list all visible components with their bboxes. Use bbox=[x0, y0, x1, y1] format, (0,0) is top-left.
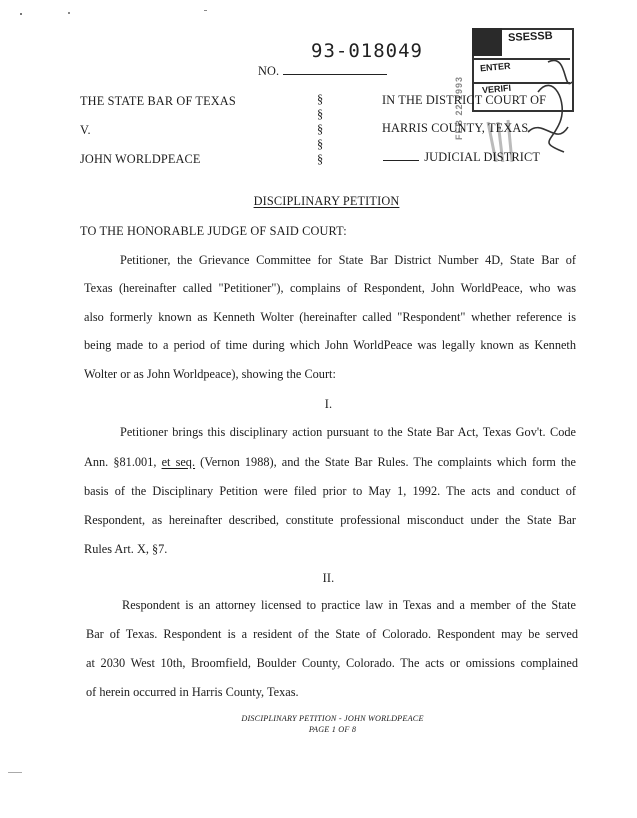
scan-speck bbox=[8, 772, 22, 773]
section-symbol: § bbox=[317, 152, 324, 166]
page-footer-title: DISCIPLINARY PETITION - JOHN WORLDPEACE bbox=[241, 714, 424, 723]
scan-speck bbox=[204, 10, 207, 11]
paragraph-line: Respondent is an attorney licensed to practice law in Texas and a member of the State bbox=[122, 598, 576, 612]
paragraph-line: Petitioner, the Grievance Committee for State Bar District Number 4D, State Bar of bbox=[120, 253, 576, 267]
stamp-text: ENTER bbox=[479, 60, 511, 74]
paragraph-line: being made to a period of time during which John WorldPeace was legally known as Kenneth bbox=[84, 338, 576, 352]
paragraph-line: Respondent, as hereinafter described, constitute professional misconduct under the State Bar bbox=[84, 513, 576, 527]
case-number-blank bbox=[283, 74, 387, 75]
caption-county: HARRIS COUNTY, TEXAS bbox=[382, 121, 529, 135]
case-number: 93-018049 bbox=[311, 40, 423, 62]
judicial-district-blank bbox=[383, 160, 419, 161]
section-symbol: § bbox=[317, 107, 324, 121]
paragraph-line: Petitioner brings this disciplinary action pursuant to the State Bar Act, Texas Gov't. Code bbox=[120, 425, 576, 439]
paragraph-line: of herein occurred in Harris County, Texas. bbox=[86, 685, 299, 699]
paragraph-line: at 2030 West 10th, Broomfield, Boulder County, Colorado. The acts or omissions complained bbox=[86, 656, 578, 670]
section-symbol: § bbox=[317, 137, 324, 151]
page-footer-page-number: PAGE 1 OF 8 bbox=[308, 725, 357, 734]
paragraph-line: basis of the Disciplinary Petition were filed prior to May 1, 1992. The acts and conduct of bbox=[84, 484, 576, 498]
section-heading-1: I. bbox=[324, 397, 333, 411]
paragraph-line: also formerly known as Kenneth Wolter (hereinafter called "Respondent" whether reference is bbox=[84, 310, 576, 324]
scan-speck bbox=[68, 12, 70, 14]
paragraph-line: Texas (hereinafter called "Petitioner"), complains of Respondent, John WorldPeace, who was bbox=[84, 281, 576, 295]
caption-versus: V. bbox=[80, 123, 91, 137]
paragraph-line: Wolter or as John Worldpeace), showing the Court: bbox=[84, 367, 336, 381]
caption-party-plaintiff: THE STATE BAR OF TEXAS bbox=[80, 94, 236, 108]
stamp-date: FEB 22 1993 bbox=[454, 75, 464, 140]
caption-judicial-district: JUDICIAL DISTRICT bbox=[383, 150, 540, 165]
caption-party-respondent: JOHN WORLDPEACE bbox=[80, 152, 201, 166]
no-label: NO. bbox=[258, 64, 387, 79]
paragraph-line: Bar of Texas. Respondent is a resident of the State of Colorado. Respondent may be served bbox=[86, 627, 578, 641]
section-heading-2: II. bbox=[322, 571, 335, 585]
stamp-text: VERIFI bbox=[481, 82, 512, 96]
stamp-text: SSESSB bbox=[507, 29, 553, 45]
scan-speck bbox=[20, 13, 22, 15]
salutation: TO THE HONORABLE JUDGE OF SAID COURT: bbox=[80, 224, 347, 238]
document-title: DISCIPLINARY PETITION bbox=[253, 194, 400, 208]
signature-scrawl bbox=[468, 22, 578, 162]
paragraph-line: Ann. §81.001, et seq. (Vernon 1988), and the State Bar Rules. The complaints which form the bbox=[84, 455, 576, 469]
caption-court: IN THE DISTRICT COURT OF bbox=[382, 93, 547, 107]
section-symbol: § bbox=[317, 122, 324, 136]
section-symbol: § bbox=[317, 92, 324, 106]
paragraph-line: Rules Art. X, §7. bbox=[84, 542, 168, 556]
